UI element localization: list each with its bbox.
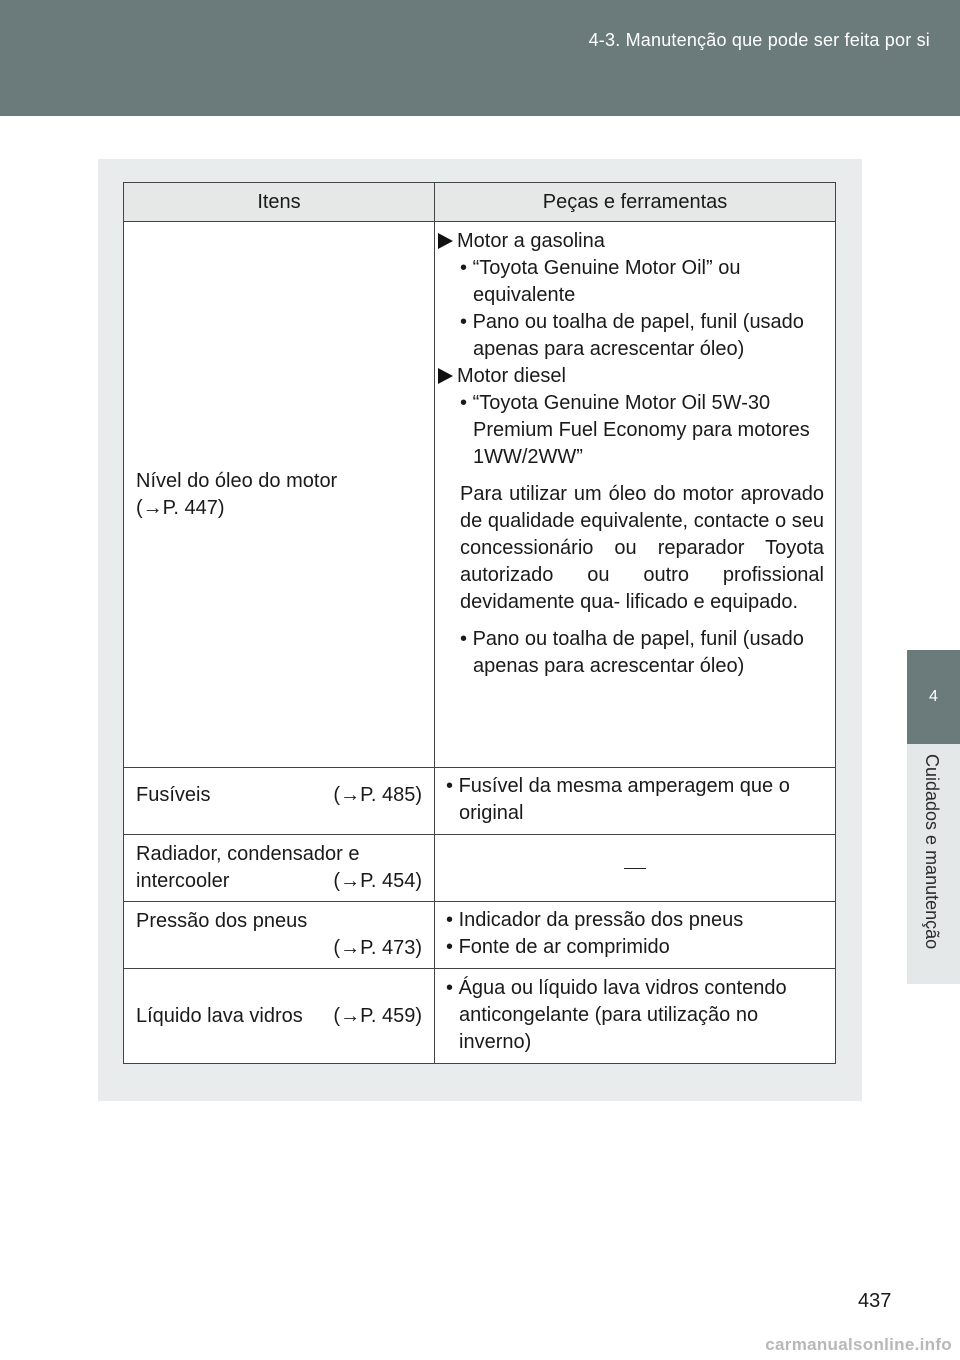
tools-fuses xyxy=(435,768,836,835)
table-row-washer xyxy=(124,969,836,1064)
diesel-subhead xyxy=(438,363,824,390)
tools-radiator xyxy=(435,835,836,902)
item-oil-name: Nível do óleo do motor xyxy=(136,469,338,492)
item-fuses-name: Fusíveis xyxy=(136,783,211,806)
item-fuses xyxy=(124,768,435,835)
item-radiator-ref: (→P. 454) xyxy=(333,870,422,892)
item-fuses-ref: (→P. 485) xyxy=(333,783,422,806)
table-row-tires xyxy=(124,902,836,969)
item-washer xyxy=(124,969,435,1064)
item-radiator xyxy=(124,835,435,902)
list-item: • Pano ou toalha de papel, funil (usado apenas para acrescentar óleo) xyxy=(460,311,804,360)
diesel-title: Motor diesel xyxy=(457,365,566,387)
diesel-note: Para utilizar um óleo do motor aprovado de qualidade equivalente, contacte o seu concessionário ou reparador Toyota autorizado ou outro profissional devidamente qua- lificado e equipado. xyxy=(460,483,824,613)
not-applicable-dash xyxy=(624,868,646,869)
header-band xyxy=(0,0,960,116)
list-item: • Pano ou toalha de papel, funil (usado apenas para acrescentar óleo) xyxy=(460,628,804,677)
item-radiator-name-2: intercooler xyxy=(136,870,230,892)
section-title: 4-3. Manutenção que pode ser feita por si xyxy=(588,30,930,50)
item-tires xyxy=(124,902,435,969)
chapter-title-tab xyxy=(907,744,960,984)
parts-table xyxy=(123,182,836,1064)
triangle-bullet-icon xyxy=(438,368,453,384)
item-oil xyxy=(124,222,435,768)
tools-tires xyxy=(435,902,836,969)
list-item: • “Toyota Genuine Motor Oil” ou equivalente xyxy=(460,257,741,306)
list-item: • “Toyota Genuine Motor Oil 5W-30 Premium Fuel Economy para motores 1WW/2WW” xyxy=(460,392,810,468)
chapter-number-tab[interactable] xyxy=(907,650,960,744)
list-item: • Água ou líquido lava vidros contendo anticongelante (para utilização no inverno) xyxy=(446,977,787,1053)
table-header-row xyxy=(124,183,836,222)
table-row-radiator xyxy=(124,835,836,902)
list-item: • Fonte de ar comprimido xyxy=(446,936,670,958)
gasoline-subhead xyxy=(438,228,824,255)
header-items: Itens xyxy=(124,183,435,222)
header-tools: Peças e ferramentas xyxy=(435,183,836,222)
item-tires-name: Pressão dos pneus xyxy=(136,910,308,932)
tools-washer xyxy=(435,969,836,1064)
item-radiator-name-1: Radiador, condensador e xyxy=(136,843,360,865)
item-oil-ref: (→P. 447) xyxy=(136,496,225,519)
table-row-fuses xyxy=(124,768,836,835)
list-item: • Fusível da mesma amperagem que o original xyxy=(446,775,790,824)
watermark: carmanualsonline.info xyxy=(765,1335,952,1354)
item-washer-ref: (→P. 459) xyxy=(333,1004,422,1027)
item-washer-name: Líquido lava vidros xyxy=(136,1004,303,1027)
triangle-bullet-icon xyxy=(438,233,453,249)
gasoline-title: Motor a gasolina xyxy=(457,230,605,252)
page-number: 437 xyxy=(858,1290,892,1312)
chapter-title: Cuidados e manutenção xyxy=(922,754,942,950)
chapter-number: 4 xyxy=(929,688,938,705)
table-row-oil xyxy=(124,222,836,768)
item-tires-ref: (→P. 473) xyxy=(333,937,422,959)
tools-oil xyxy=(435,222,836,768)
list-item: • Indicador da pressão dos pneus xyxy=(446,909,744,931)
